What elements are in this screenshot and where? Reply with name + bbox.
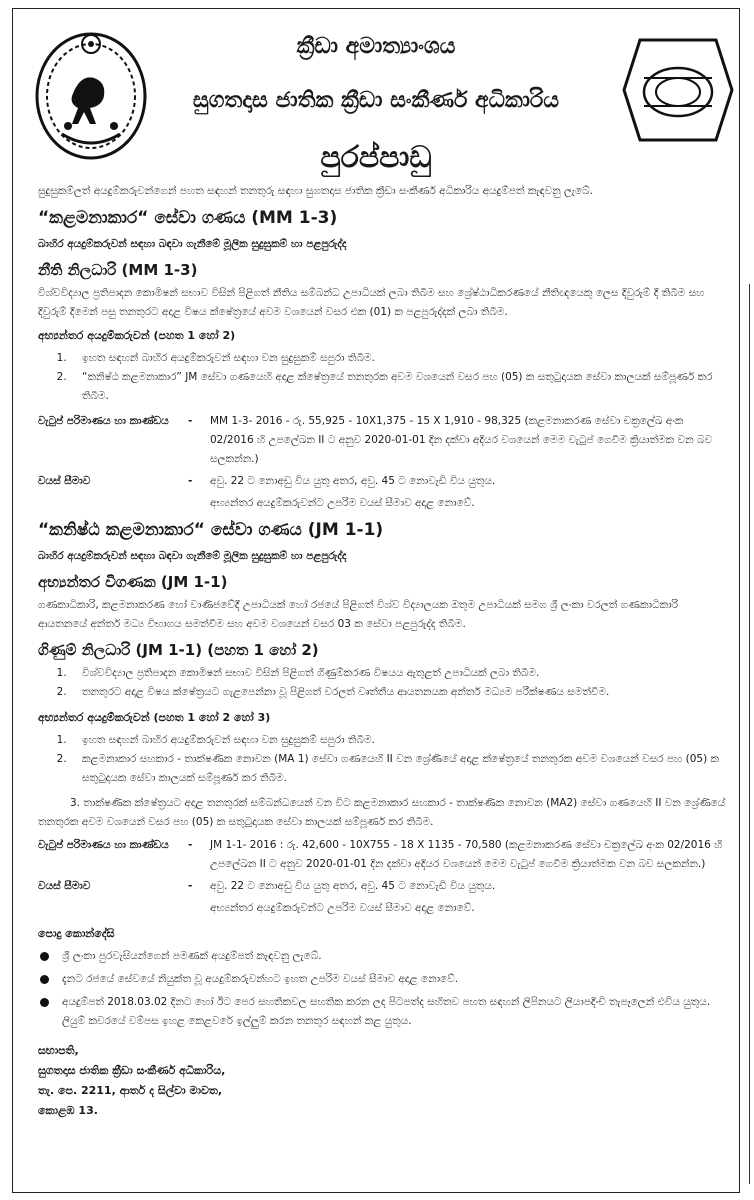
age-label: වයස් සීමාව	[38, 475, 91, 487]
jm-internal-item-3	[38, 794, 730, 832]
salary-label: වැටුප් පරිමාණය හා කාණ්ඩය	[38, 415, 169, 427]
header	[12, 8, 740, 176]
jm-age-row	[38, 877, 730, 896]
accounts-officer-list	[38, 664, 730, 702]
separator: -	[188, 415, 193, 427]
mm-age-row	[38, 472, 730, 491]
list-item: 2. “කනිෂ්ඨ කළමනාකාර” JM සේවා ගණයෙහි අදාළ ක්ෂේත්‍රයේ තනතුරක අවම වශයෙන් වසර පහ (05) ක සතුටුදායක සේවා කාලයක් සම්පූර්ණ කර තිබීම.	[70, 368, 730, 406]
legal-officer-title: නීති නිලධාරි (MM 1-3)	[38, 261, 198, 279]
jm-external-heading: බාහිර අයදුම්කරුවන් සඳහා බඳවා ගැනීමේ මූලික සුදුසුකම් හා පළපුරුද්ද	[38, 550, 347, 562]
salary-value: MM 1-3- 2016 - රු. 55,925 - 10X1,375 - 15 X 1,910 - 98,325 (කළමනාකරණ සේවා චක්‍රලේඛ අංක 02/2016 හි උපලේඛන II ට අනුව 2020-01-01 දින දක්වා අදියර වශයෙන් මෙම වැටුප් ගෙවීම ක්‍රියාත්මක වන බව සලකන්න.)	[210, 415, 712, 465]
salary-label: වැටුප් පරිමාණය හා කාණ්ඩය	[38, 839, 169, 851]
salary-value: JM 1-1- 2016 : රු. 42,600 - 10X755 - 18 X 1135 - 70,580 (කළමනාකරණ සේවා චක්‍රලේඛ අංක 02/2016 හි උපලේඛන II ට අනුව 2020-01-01 දින දක්වා අදියර වශයෙන් මෙම වැටුප් ගෙවීම ක්‍රියාත්මක වන බව සලකන්න.)	[210, 839, 723, 870]
intro-text: සුදුසුකම්ලත් අයදුම්කරුවන්ගෙන් පහත සඳහන් තනතුරු සඳහා සුගතදාස ජාතික ක්‍රීඩා සංකීර්ණ අධිකාරිය අයදුම්පත් කැඳවනු ලැබේ.	[38, 185, 593, 197]
list-item	[38, 970, 730, 989]
separator: -	[188, 839, 193, 851]
bullet-icon	[40, 975, 49, 984]
mm-age-note: අභ්‍යන්තර අයදුම්කරුවන්ට උපරිම වයස් සීමාව අදාළ නොවේ.	[210, 497, 475, 509]
separator: -	[188, 475, 193, 487]
vacancies-heading: පුරප්පාඩු	[320, 140, 432, 175]
mm-internal-list	[38, 349, 730, 406]
age-value: අවු. 22 ට නොඅඩු විය යුතු අතර, අවු. 45 ට නොවැඩි විය යුතුය.	[210, 475, 496, 487]
list-item: 1. ඉහත සඳහන් බාහිර අයදුම්කරුවන් සඳහා වන සුදුසුකම් සපුරා තිබීම.	[70, 731, 730, 750]
list-item	[38, 947, 730, 966]
ministry-heading: ක්‍රීඩා අමාත්‍යාංශය	[296, 34, 456, 59]
accounts-officer-title: ගිණුම් නිලධාරි (JM 1-1) (පහත 1 හෝ 2)	[38, 641, 319, 659]
list-item: 1. ඉහත සඳහන් බාහිර අයදුම්කරුවන් සඳහා වන සුදුසුකම් සපුරා තිබීම.	[70, 349, 730, 368]
mm-internal-heading: අභ්‍යන්තර අයදුම්කරුවන් (පහත 1 හෝ 2)	[38, 329, 236, 342]
page-edge	[749, 284, 754, 1184]
jm-internal-heading: අභ්‍යන්තර අයදුම්කරුවන් (පහත 1 හෝ 2 හෝ 3)	[38, 711, 271, 724]
signature-title: සභාපති,	[38, 1044, 79, 1057]
signature-address: තැ. පෙ. 2211, ආතර් ද සිල්වා මාවත,	[38, 1084, 223, 1097]
internal-auditor-title: අභ්‍යන්තර විගණක (JM 1-1)	[38, 573, 228, 591]
list-item	[38, 993, 730, 1031]
separator: -	[188, 880, 193, 892]
mm-salary-row	[38, 412, 730, 469]
jm-salary-row	[38, 836, 730, 874]
signature-organization: සුගතදාස ජාතික ක්‍රීඩා සංකීර්ණ අධිකාරිය,	[38, 1064, 226, 1077]
bullet-icon	[40, 952, 49, 961]
item-text: තාක්ෂණික ක්ෂේත්‍රයට අදාළ තනතුරක් සම්බන්ධයෙන් වන විට කළමනාකාර සහකාර - තාක්ෂණික නොවන (MA2) සේවා ගණයෙහි II වන ශ්‍රේණියේ තනතුරක අවම වශයෙන් වසර පහ (05) ක සතුටුදායක සේවා කාලයක් සම්පූර්ණ කර තිබීම.	[38, 797, 726, 828]
general-conditions-heading: පොදු කොන්දේසි	[38, 927, 115, 940]
list-item: 1. විශ්වවිද්‍යාල ප්‍රතිපාදන කොමිෂන් සභාව විසින් පිළිගත් ගිණුම්කරණ විෂයය ඇතුළත් උපාධියක් ලබා තිබීම.	[70, 664, 730, 683]
item-text: දැනට රජයේ සේවයේ නියුක්ත වූ අයදුම්කරුවන්හට ඉහත උපරිම වයස් සීමාව අදාළ නොවේ.	[62, 973, 459, 985]
signature-city: කොළඹ 13.	[38, 1104, 98, 1117]
list-item: 2. තනතුරට අදාළ විෂය ක්ෂේත්‍රයට ගැළපෙන්නා වූ පිළිගත් වරලත් වෘත්තීය ආයතනයක අන්තර් මධ්‍යම පරීක්ෂණය සමත්වීම.	[70, 683, 730, 702]
jm-internal-list	[38, 731, 730, 788]
mm-external-heading: බාහිර අයදුම්කරුවන් සඳහා බඳවා ගැනීමේ මූලික සුදුසුකම් හා පළපුරුද්ද	[38, 238, 347, 250]
general-conditions-list	[38, 947, 730, 1031]
jm-service-title: “කනිෂ්ඨ කළමනාකාර“ සේවා ගණය (JM 1-1)	[38, 520, 384, 540]
internal-auditor-description: ගණකාධිකාරි, කළමනාකරණ හෝ වාණිජවේදී උපාධියක් හෝ රජයේ පිළිගත් විශ්ව විද්‍යාලයක ඔතුම උපාධියක් සමග ශ්‍රී ලංකා වරලත් ගණකාධිකාරි ආයතනයේ අන්තර් මධ්‍ය විභාගය සමත්වීම සහ අවම වශයෙන් වසර 03 ක සේවා පළපුරුද්ද තිබීම.	[38, 599, 679, 630]
jm-age-note: අභ්‍යන්තර අයදුම්කරුවන්ට උපරිම වයස් සීමාව අදාළ නොවේ.	[210, 902, 475, 914]
mm-service-title: “කළමනාකාර“ සේවා ගණය (MM 1-3)	[38, 208, 338, 228]
age-label: වයස් සීමාව	[38, 880, 91, 892]
item-number: 3.	[70, 797, 81, 809]
bullet-icon	[40, 998, 49, 1007]
item-text: ශ්‍රී ලංකා පුරවැසියන්ගෙන් පමණක් අයදුම්පත් කැඳවනු ලැබේ.	[62, 950, 322, 962]
list-item: 2. කළමනාකාර සහකාර - තාක්ෂණික නොවන (MA 1) සේවා ගණයෙහි II වන ශ්‍රේණියේ අදාළ ක්ෂේත්‍රයේ තනතුරක අවම වශයෙන් වසර පහ (05) ක සතුටුදායක සේවා කාලයක් සම්පූර්ණ කර තිබීම.	[70, 750, 730, 788]
notice-body	[38, 182, 730, 1121]
item-text: අයදුම්පත් 2018.03.02 දිනට හෝ ඊට පෙර සහතිකවල සහතික කරන ලද පිටපත්ද සහිතව පහත සඳහන් ලිපිනයට ලියාපදිංචි තැපෑලෙන් එවිය යුතුය. ලියුම් කවරයේ වම්පස ඉහළ කෙළවරේ ඉල්ලුම් කරන තනතුර සඳහන් කළ යුතුය.	[62, 996, 711, 1027]
authority-heading: සුගතදාස ජාතික ක්‍රීඩා සංකීර්ණ අධිකාරිය	[192, 88, 560, 113]
age-value: අවු. 22 ට නොඅඩු විය යුතු අතර, අවු. 45 ට නොවැඩි විය යුතුය.	[210, 880, 496, 892]
legal-officer-description: විශ්වවිද්‍යාල ප්‍රතිපාදන කොමිෂන් සභාව විසින් පිළිගත් නීතිය සම්බන්ධ උපාධියක් ලබා තිබීම සහ ශ්‍රේෂ්ඨාධිකරණයේ නීතිඥයෙකු ලෙස දිවුරුම් දී තිබීම සහ දිවුරුම් දීමෙන් පසු තනතුරට අදාළ විෂය ක්ෂේත්‍රයේ අවම වශයෙන් වසර එක (01) ක පළපුරුද්දක් ලබා තිබීම.	[38, 287, 705, 318]
